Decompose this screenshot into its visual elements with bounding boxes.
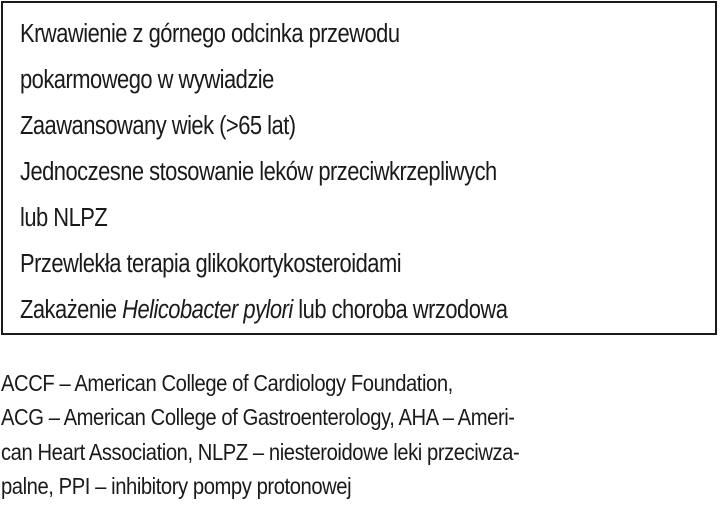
footnote-line: ACG – American College of Gastroenterology, AHA – Ameri-	[1, 404, 515, 431]
table-row: Krwawienie z górnego odcinka przewodu	[20, 20, 400, 48]
row-italic-term: Helicobacter pylori	[122, 296, 293, 324]
table-row: lub NLPZ	[20, 204, 108, 232]
table-row: Zaawansowany wiek (>65 lat)	[20, 112, 296, 140]
table-row: Przewlekła terapia glikokortykosteroidami	[20, 250, 402, 278]
table-row-helicobacter	[20, 287, 618, 333]
abbreviations-footnote	[1, 366, 706, 503]
table-row: Jednoczesne stosowanie leków przeciwkrzepliwych	[20, 158, 497, 186]
footnote-line: ACCF – American College of Cardiology Foundation,	[1, 370, 453, 396]
footnote-line: palne, PPI – inhibitory pompy protonowej	[1, 472, 352, 499]
row-prefix: Zakażenie	[20, 296, 123, 324]
risk-factors-table	[1, 1, 717, 335]
table-row: pokarmowego w wywiadzie	[20, 66, 274, 94]
row-suffix: lub choroba wrzodowa	[292, 296, 508, 324]
footnote-line: can Heart Association, NLPZ – niesteroidowe leki przeciwza-	[1, 438, 520, 465]
